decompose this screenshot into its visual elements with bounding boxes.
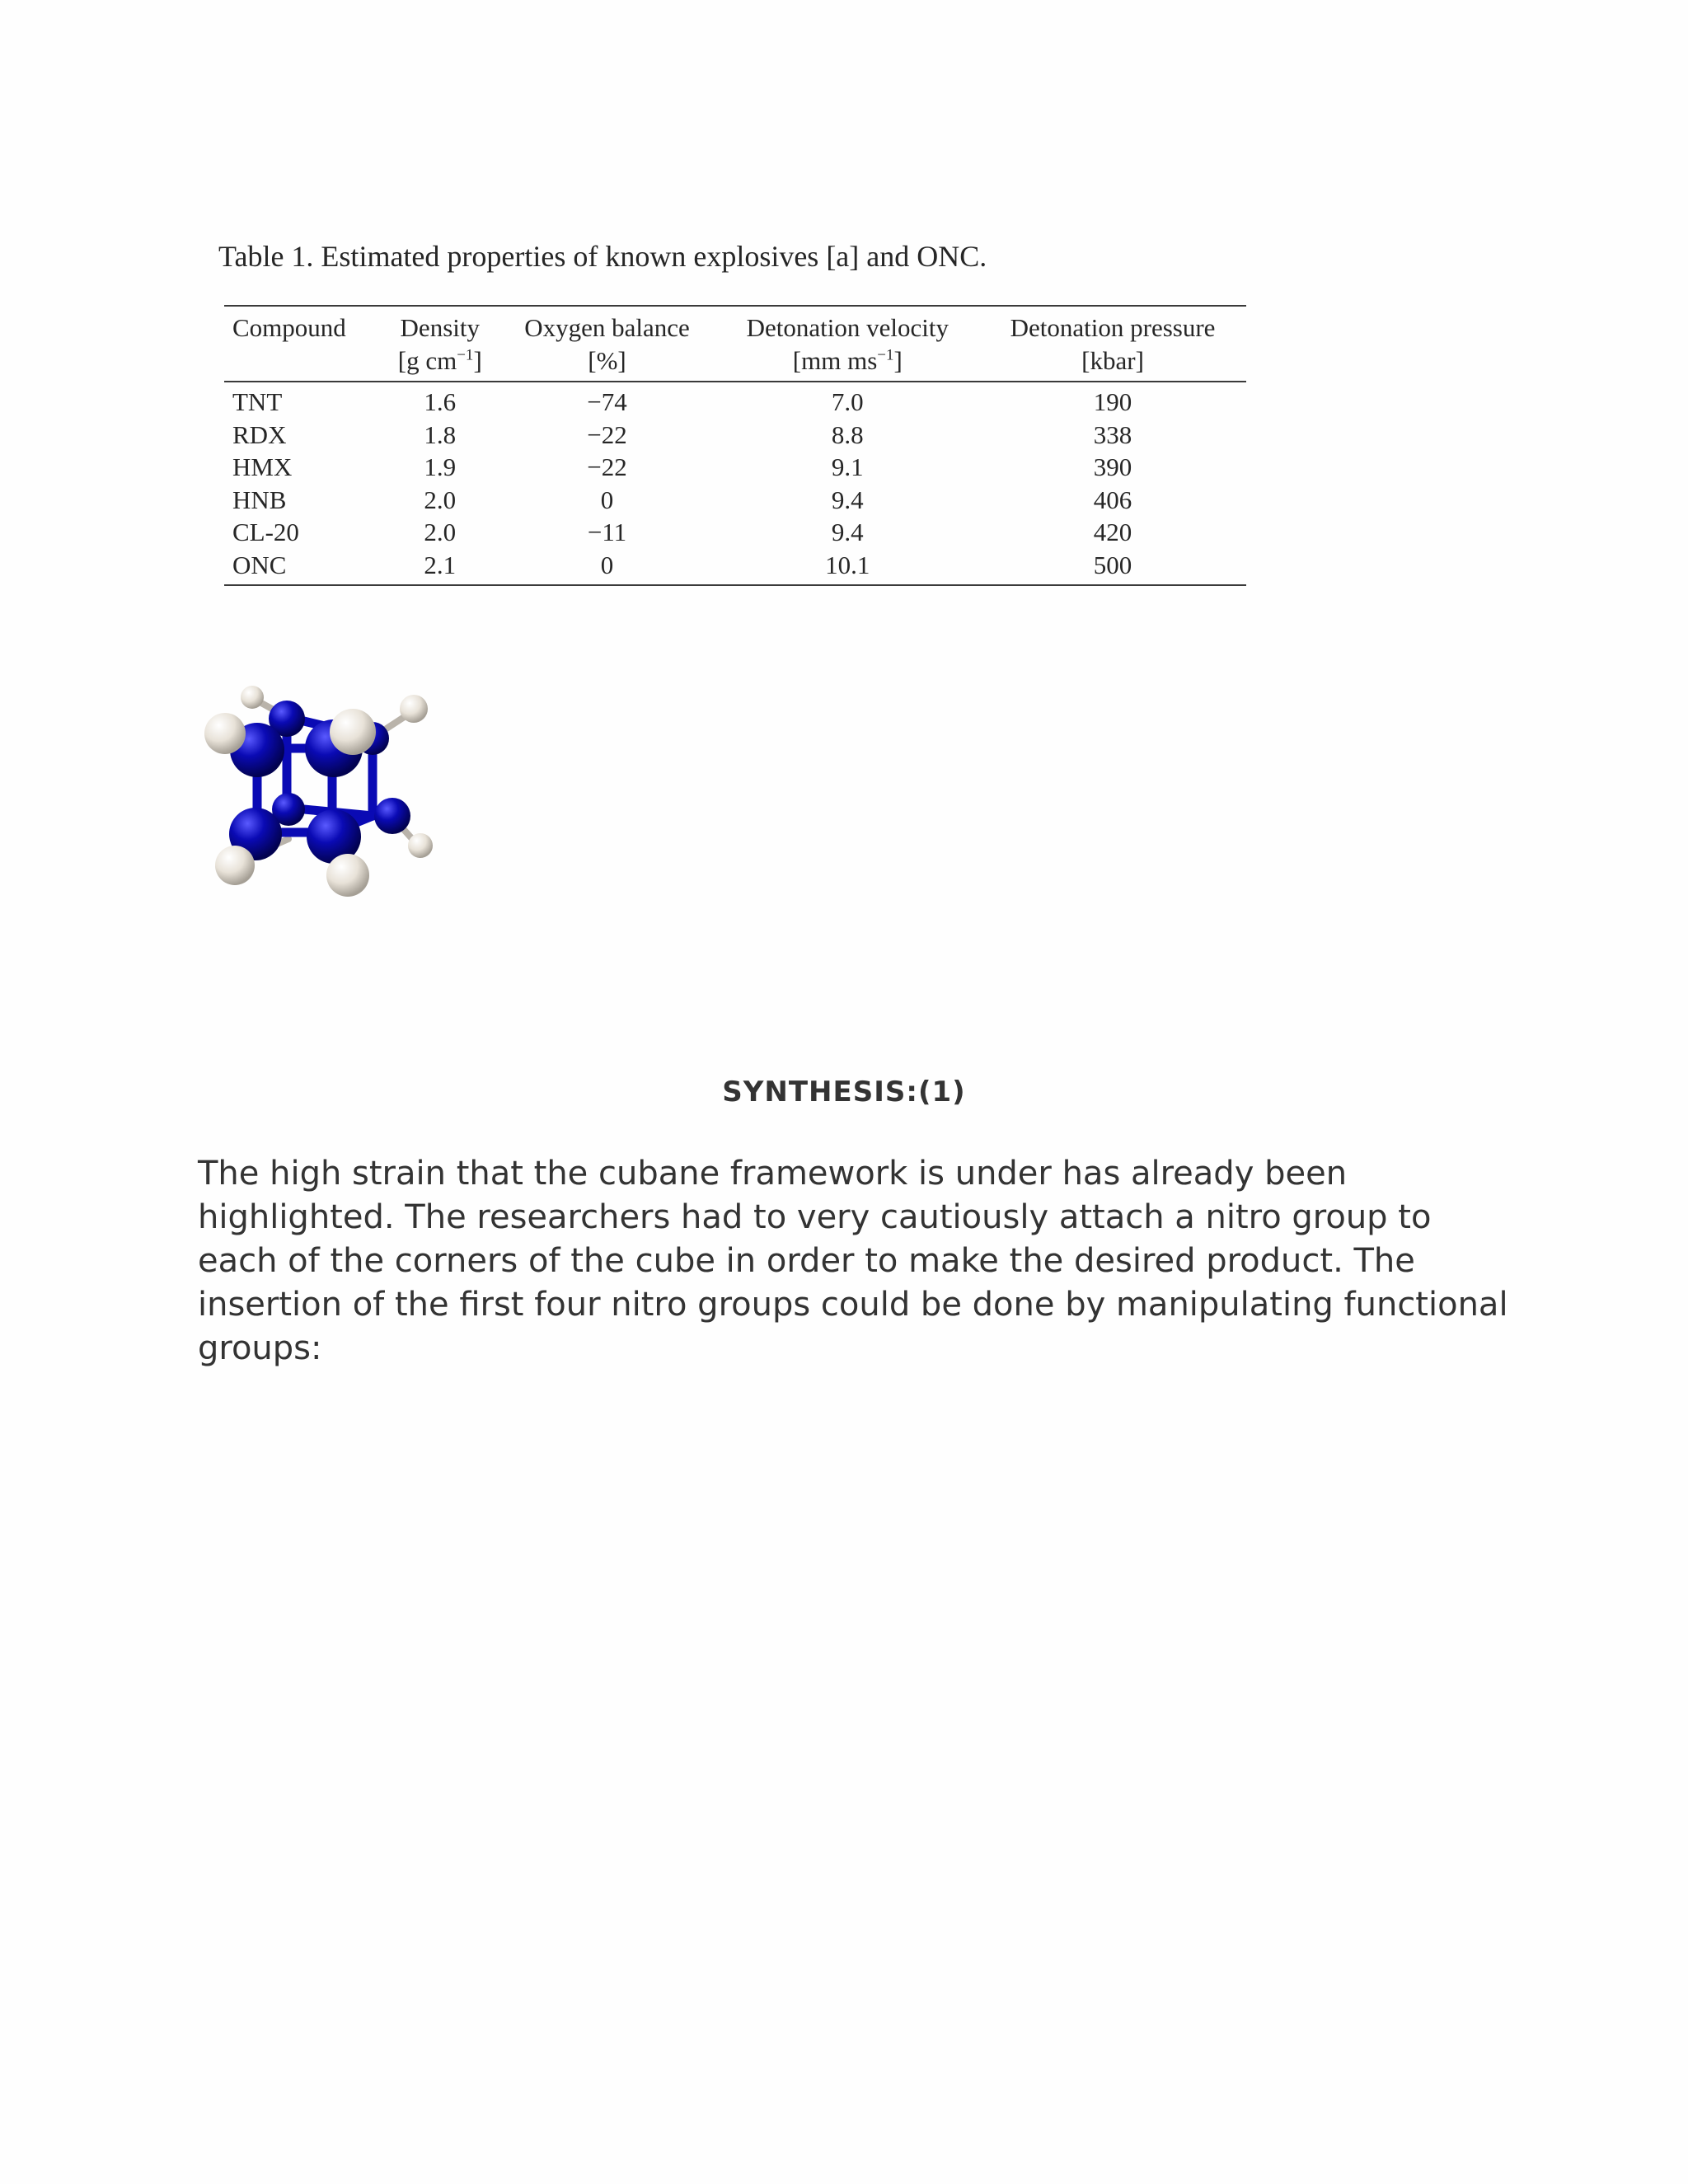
- column-header-unit: [kbar]: [1081, 346, 1144, 375]
- column-header-unit: [%]: [588, 346, 626, 375]
- cell-detonation-pressure: 406: [1093, 485, 1132, 514]
- table-caption: Table 1. Estimated properties of known explosives [a] and ONC.: [218, 240, 987, 273]
- section-heading: SYNTHESIS:(1): [722, 1076, 966, 1108]
- column-header-label: Density: [400, 313, 480, 342]
- column-header-unit: [g $cm^{-1}$]: [397, 346, 482, 375]
- column-header-label: Oxygen balance: [524, 313, 690, 342]
- table-row: [224, 516, 1246, 549]
- properties-table: [224, 305, 1246, 586]
- table-row: [224, 451, 1246, 484]
- cell-detonation-velocity: 9.4: [831, 485, 864, 514]
- table-row: [224, 382, 1246, 419]
- cell-compound: HMX: [232, 452, 293, 481]
- cell-density: 1.8: [424, 419, 457, 449]
- cell-detonation-velocity: 9.4: [831, 518, 864, 546]
- table-header-row: [224, 306, 1246, 382]
- cell-density: 1.9: [424, 452, 457, 481]
- column-header-detonation-velocity: [716, 306, 980, 382]
- column-header-density: [382, 306, 499, 382]
- cell-oxygen-balance: −22: [587, 419, 627, 449]
- body-paragraph: The high strain that the cubane framework is under has already been highlighted. The researchers had to very cautiously attach a nitro group to each of the corners of the cube in order to make the desired product. The insertion of the first four nitro groups could be done by manipulating functional groups:: [198, 1155, 1508, 1367]
- cell-detonation-pressure: 500: [979, 549, 1246, 586]
- column-header-label: Detonation pressure: [1010, 313, 1216, 342]
- cell-density: 1.6: [424, 387, 457, 416]
- cell-detonation-velocity: 7.0: [831, 387, 864, 416]
- column-header-compound: [224, 306, 382, 382]
- cell-detonation-pressure: 190: [1093, 387, 1132, 416]
- table-row: [224, 549, 1246, 586]
- column-header-unit: [mm $ms^{-1}$]: [792, 346, 903, 375]
- cell-detonation-pressure: 420: [1093, 518, 1132, 546]
- cell-compound: TNT: [232, 387, 283, 416]
- column-header-detonation-pressure: [979, 306, 1246, 382]
- cell-compound: ONC: [224, 549, 382, 586]
- column-header-label: Compound: [232, 313, 346, 342]
- cell-compound: HNB: [232, 485, 287, 514]
- cell-detonation-velocity: 9.1: [831, 452, 864, 481]
- cell-density: 2.0: [424, 485, 457, 514]
- cell-oxygen-balance: 0: [600, 485, 614, 514]
- cell-detonation-pressure: 338: [1093, 419, 1132, 449]
- cell-compound: RDX: [232, 419, 287, 449]
- table-row: [224, 484, 1246, 517]
- cell-compound: CL-20: [232, 518, 299, 546]
- cell-oxygen-balance: −11: [587, 518, 627, 546]
- cell-oxygen-balance: −22: [587, 452, 627, 481]
- cell-density: 2.1: [382, 549, 499, 586]
- cell-detonation-velocity: 8.8: [831, 419, 864, 449]
- column-header-oxygen-balance: [499, 306, 716, 382]
- cell-oxygen-balance: −74: [587, 387, 627, 416]
- cubane-molecule-image: [198, 668, 470, 931]
- cell-detonation-pressure: 390: [1093, 452, 1132, 481]
- cell-oxygen-balance: 0: [499, 549, 716, 586]
- cell-density: 2.0: [424, 518, 457, 546]
- table-row: [224, 419, 1246, 452]
- column-header-label: Detonation velocity: [746, 313, 949, 342]
- cell-detonation-velocity: 10.1: [716, 549, 980, 586]
